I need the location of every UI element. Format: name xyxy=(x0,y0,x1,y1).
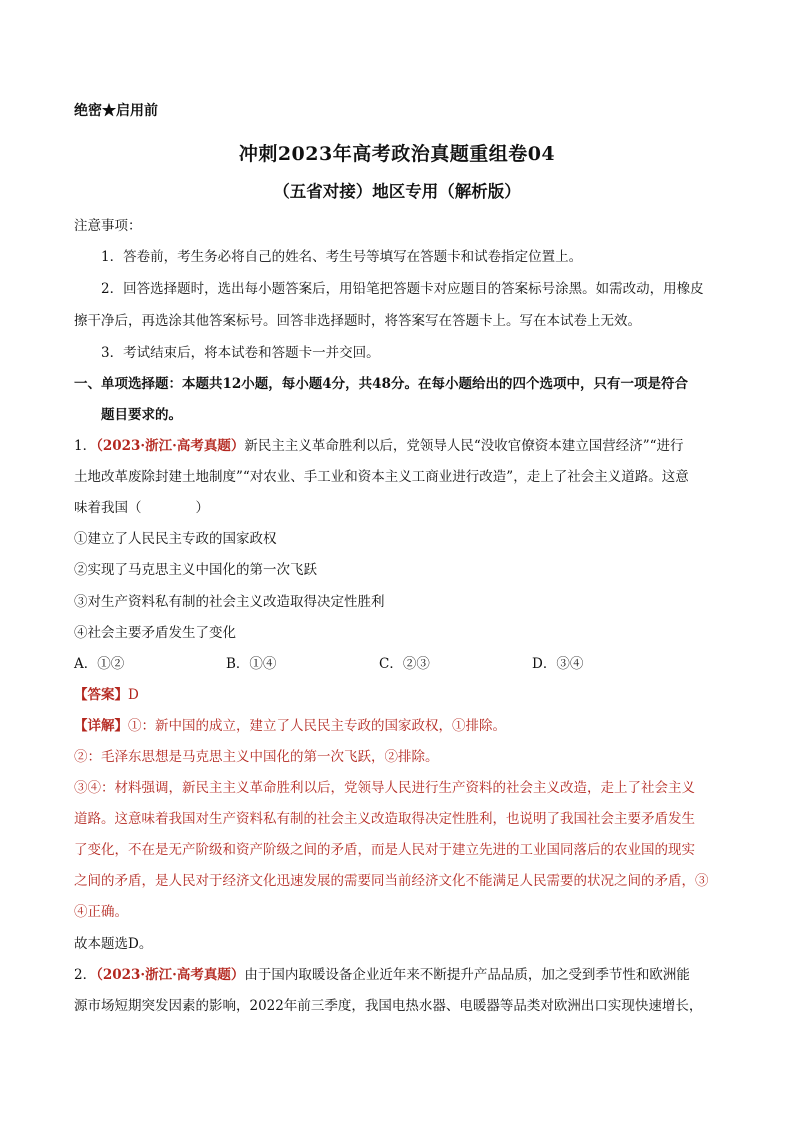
option-a: A．①② xyxy=(74,656,125,672)
notice-item-2-line-2: 擦干净后，再选涂其他答案标号。回答非选择题时，将答案写在答题卡上。写在本试卷上无效。 xyxy=(74,313,641,329)
detail-line-6: 之间的矛盾，是人民对于经济文化迅速发展的需要同当前经济文化不能满足人民需要的状况之间的矛盾，③ xyxy=(74,873,709,889)
answer-value: D xyxy=(128,687,139,703)
answer-label: 【答案】 xyxy=(74,687,128,703)
option-d: D．③④ xyxy=(532,656,584,672)
detail-text: ①：新中国的成立，建立了人民民主专政的国家政权，①排除。 xyxy=(128,718,506,734)
detail-line-5: 了变化，不在是无产阶级和资产阶级之间的矛盾，而是人民对于建立先进的工业国同落后的农业国的现实 xyxy=(74,842,695,858)
statement-4: ④社会主要矛盾发生了变化 xyxy=(74,625,236,641)
statement-1: ①建立了人民民主专政的国家政权 xyxy=(74,531,277,547)
question-2-line-2: 源市场短期突发因素的影响，2022年前三季度，我国电热水器、电暖器等品类对欧洲出口实现快速增长， xyxy=(74,998,703,1014)
question-stem-text: 新民主主义革命胜利以后，党领导人民“没收官僚资本建立国营经济”“进行 xyxy=(244,438,684,454)
question-1-line-3: 味着我国（ ） xyxy=(74,500,209,516)
option-c: C．②③ xyxy=(379,656,430,672)
notice-item-2-line-1: 2．回答选择题时，选出每小题答案后，用铅笔把答题卡对应题目的答案标号涂黑。如需改动，用橡皮 xyxy=(101,281,704,297)
section-heading-line-1: 一、单项选择题：本题共12小题，每小题4分，共48分。在每小题给出的四个选项中，只有一项是符合 xyxy=(74,376,688,392)
section-heading-line-2: 题目要求的。 xyxy=(101,407,182,423)
detail-label: 【详解】 xyxy=(74,718,128,734)
question-1-line-1 xyxy=(74,436,734,456)
notice-item-1: 1．答卷前，考生务必将自己的姓名、考生号等填写在答题卡和试卷指定位置上。 xyxy=(101,249,583,265)
question-number: 2． xyxy=(74,967,97,983)
page-title: 冲刺2023年高考政治真题重组卷04 xyxy=(238,143,556,165)
answer-options xyxy=(74,654,594,674)
statement-3: ③对生产资料私有制的社会主义改造取得决定性胜利 xyxy=(74,594,385,610)
question-1-line-2: 土地改革废除封建土地制度”“对农业、手工业和资本主义工商业进行改造”，走上了社会主义道路。这意 xyxy=(74,469,689,485)
conclusion: 故本题选D。 xyxy=(74,936,153,952)
question-stem-text: 由于国内取暖设备企业近年来不断提升产品品质，加之受到季节性和欧洲能 xyxy=(244,967,690,983)
question-source-tag: （2023·浙江·高考真题） xyxy=(96,438,245,454)
option-b: B．①④ xyxy=(226,656,277,672)
detail-line-2: ②：毛泽东思想是马克思主义中国化的第一次飞跃，②排除。 xyxy=(74,749,439,765)
question-2-line-1 xyxy=(74,965,734,985)
statement-2: ②实现了马克思主义中国化的第一次飞跃 xyxy=(74,562,317,578)
detail-line-7: ④正确。 xyxy=(74,904,128,920)
detail-line-1 xyxy=(74,716,734,736)
confidential-mark: 绝密★启用前 xyxy=(74,103,158,119)
question-source-tag: （2023·浙江·高考真题） xyxy=(96,967,245,983)
answer-line xyxy=(74,685,734,705)
notice-item-3: 3．考试结束后，将本试卷和答题卡一并交回。 xyxy=(101,345,380,361)
notice-heading: 注意事项： xyxy=(74,218,142,234)
detail-line-4: 道路。这意味着我国对生产资料私有制的社会主义改造取得决定性胜利，也说明了我国社会主要矛盾发生 xyxy=(74,811,695,827)
question-number: 1． xyxy=(74,438,97,454)
page-subtitle: （五省对接）地区专用（解析版） xyxy=(273,182,521,201)
detail-line-3: ③④：材料强调，新民主主义革命胜利以后，党领导人民进行生产资料的社会主义改造，走上了社会主义 xyxy=(74,780,695,796)
